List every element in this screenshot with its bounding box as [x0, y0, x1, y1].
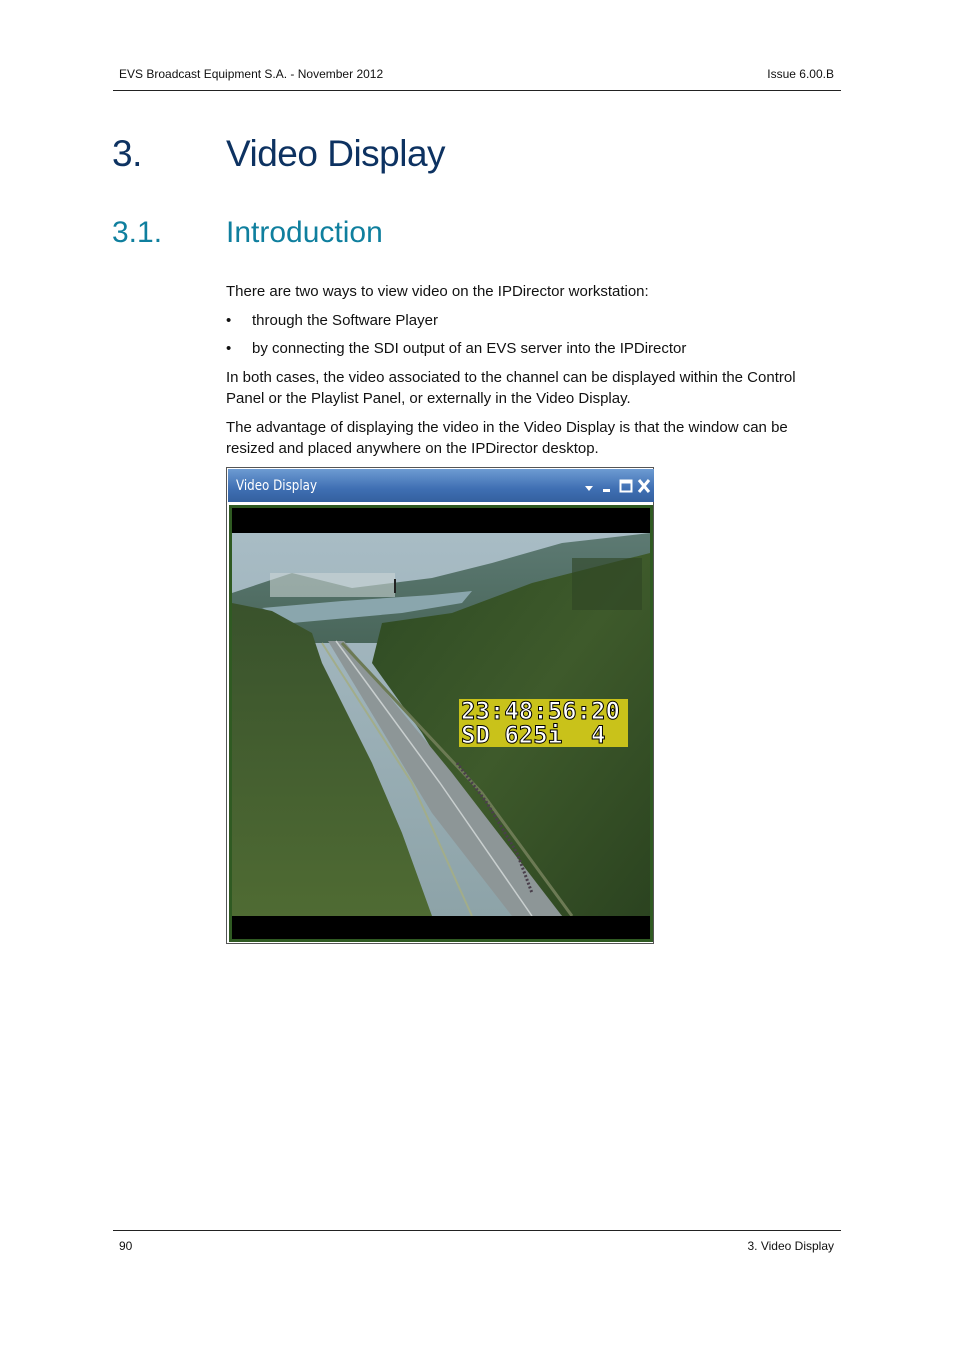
- maximize-icon[interactable]: [619, 478, 633, 494]
- video-format: SD 625i 4: [461, 721, 606, 749]
- window-title-bar[interactable]: [228, 469, 654, 502]
- header-publisher: EVS Broadcast Equipment S.A. - November 2012: [119, 67, 384, 81]
- page-header: [113, 64, 841, 91]
- header-issue: Issue 6.00.B: [767, 67, 834, 81]
- intro-paragraph: There are two ways to view video on the IPDirector workstation:: [226, 283, 649, 300]
- timecode-overlay: [459, 699, 628, 747]
- section-number: 3.1.: [112, 216, 163, 249]
- bullet-marker: •: [226, 312, 232, 329]
- dropdown-arrow-icon[interactable]: [582, 478, 596, 494]
- minimize-icon[interactable]: [600, 478, 614, 494]
- chapter-title: Video Display: [226, 133, 446, 174]
- timecode: 23:48:56:20: [461, 697, 620, 725]
- footer-chapter: 3. Video Display: [747, 1239, 834, 1253]
- list-item-text: by connecting the SDI output of an EVS server into the IPDirector: [252, 340, 687, 357]
- video-viewport: [232, 508, 650, 939]
- video-display-window: [226, 467, 654, 944]
- list-item-text: through the Software Player: [252, 312, 438, 329]
- window-title: Video Display: [236, 478, 317, 494]
- paragraph-cases: In both cases, the video associated to the channel can be displayed within the Control Panel or the Playlist Panel, or externally in the Video Display.: [226, 369, 796, 407]
- page-number: 90: [119, 1239, 133, 1253]
- video-frame: [229, 505, 653, 942]
- chapter-number: 3.: [112, 133, 142, 174]
- bullet-marker: •: [226, 340, 232, 357]
- page-footer: [113, 1230, 841, 1253]
- paragraph-advantage: The advantage of displaying the video in the Video Display is that the window can be resized and placed anywhere on the IPDirector desktop.: [226, 419, 788, 457]
- close-icon[interactable]: [637, 478, 651, 494]
- section-title: Introduction: [226, 216, 383, 249]
